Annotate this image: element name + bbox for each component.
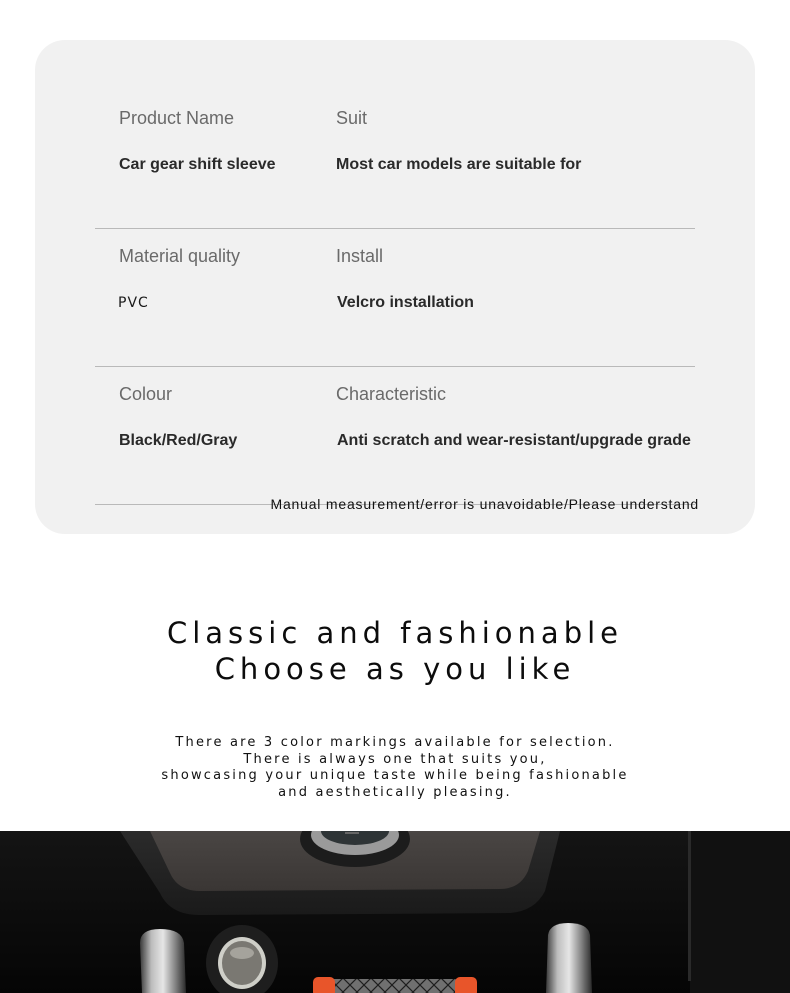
spec-row-material <box>95 228 695 366</box>
spec-label-suit: Suit <box>336 108 368 128</box>
description-line-1: There are 3 color markings available for selection. <box>175 735 615 750</box>
description-line-3: showcasing your unique taste while being fashionable <box>161 768 629 783</box>
spec-value-install: Velcro installation <box>337 294 474 311</box>
description-line-4: and aesthetically pleasing. <box>278 784 512 800</box>
spec-value-suit: Most car models are suitable for <box>336 156 582 173</box>
spec-value-product-name: Car gear shift sleeve <box>119 156 276 173</box>
spec-card <box>35 40 755 534</box>
spec-row-product <box>95 90 695 228</box>
spec-label-material-quality: Material quality <box>119 246 241 266</box>
headline-line-2: Choose as you like <box>214 652 576 686</box>
spec-value-colour: Black/Red/Gray <box>119 432 238 449</box>
car-interior-photo <box>0 831 790 993</box>
headline-line-1: Classic and fashionable <box>166 616 624 650</box>
spec-row-colour <box>95 366 695 504</box>
spec-label-product-name: Product Name <box>119 108 235 128</box>
disclaimer-text: Manual measurement/error is unavoidable/Please understand <box>270 496 699 512</box>
headline <box>0 615 790 687</box>
spec-label-characteristic: Characteristic <box>336 384 447 404</box>
description <box>0 735 790 801</box>
spec-value-material-quality: PVC <box>118 295 149 311</box>
description-line-2: There is always one that suits you, <box>243 751 547 767</box>
spec-label-install: Install <box>336 246 384 266</box>
car-interior-image <box>0 831 790 993</box>
spec-label-colour: Colour <box>119 384 173 404</box>
spec-value-characteristic: Anti scratch and wear-resistant/upgrade grade <box>337 432 691 449</box>
